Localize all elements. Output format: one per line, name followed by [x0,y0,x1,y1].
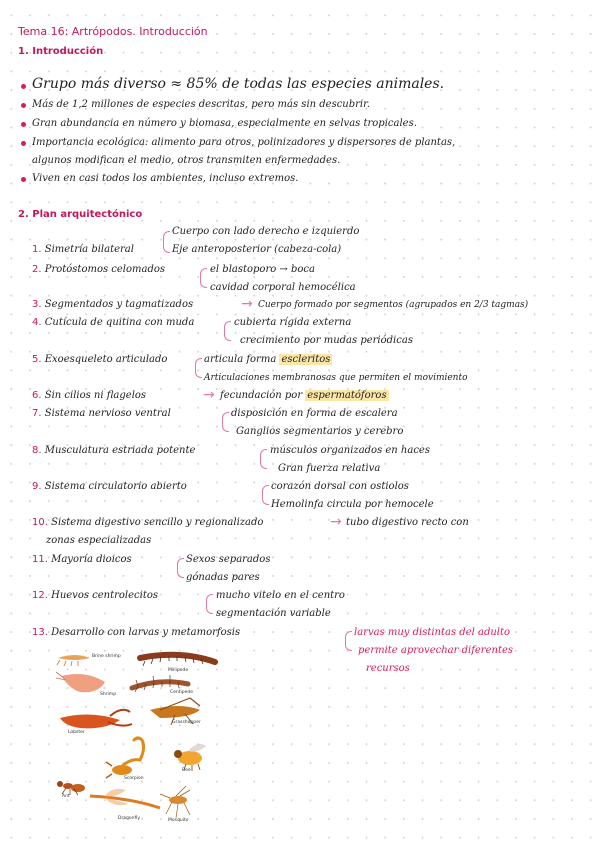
section-heading-introduccion: 1. Introducción [18,46,104,57]
item1-detail-b: Eje anteroposterior (cabeza-cola) [172,244,342,255]
figure-label: Dragonfly [118,816,141,821]
item11-detail-a: Sexos separados [186,554,271,565]
bracket [163,231,170,253]
figure-label: Lobster [68,730,85,735]
bullet-dot [21,177,26,182]
item1-label: 1. Simetría bilateral [32,244,134,255]
intro-line-2: Más de 1,2 millones de especies descritas, pero más sin descubrir. [32,99,370,110]
item10-detail-a: tubo digestivo recto con [346,517,469,528]
figure-label: Grasshopper [172,720,201,725]
figure-label: Scorpion [124,776,144,781]
figure-label: Ant [62,794,70,799]
item5-detail-b: Articulaciones membranosas que permiten el movimiento [204,373,468,383]
figure-label: Millipede [168,668,189,673]
item9-detail-b: Hemolinfa circula por hemocele [271,499,434,510]
bullet-dot [21,141,26,146]
bracket [200,268,207,288]
item7-detail-b: Ganglios segmentarios y cerebro [236,426,404,437]
item8-detail-a: músculos organizados en haces [270,445,430,456]
arrow-icon: → [241,296,253,312]
item3-detail-a: Cuerpo formado por segmentos (agrupados en 2/3 tagmas) [258,300,529,310]
bracket [222,412,229,432]
bracket [260,449,267,469]
item2-detail-b: cavidad corporal hemocélica [210,282,356,293]
figure-label: Centipede [170,690,194,695]
item4-label: 4. Cutícula de quitina con muda [32,317,195,328]
bullet-dot [21,84,26,89]
item1-detail-a: Cuerpo con lado derecho e izquierdo [172,226,360,237]
section-heading-plan: 2. Plan arquitectónico [18,209,143,220]
item12-label: 12. Huevos centrolecitos [32,590,159,601]
bullet-dot [21,103,26,108]
item10-label: 10. Sistema digestivo sencillo y regionalizado [32,517,264,528]
bracket [177,558,184,578]
arrow-icon: → [203,387,215,403]
item2-label: 2. Protóstomos celomados [32,264,166,275]
bracket [345,631,352,651]
item11-label: 11. Mayoría dioicos [32,554,132,565]
item9-label: 9. Sistema circulatorio abierto [32,481,187,492]
item12-detail-b: segmentación variable [216,608,331,619]
figure-label: Bee [182,768,191,773]
arrow-icon: → [330,514,342,530]
item4-detail-b: crecimiento por mudas periódicas [240,335,413,346]
item9-detail-a: corazón dorsal con ostiolos [271,481,409,492]
item7-label: 7. Sistema nervioso ventral [32,408,171,419]
item8-detail-b: Gran fuerza relativa [278,463,381,474]
item6-detail-a: fecundación por espermatóforos [220,390,387,401]
item7-detail-a: disposición en forma de escalera [231,408,398,419]
intro-line-3: Gran abundancia en número y biomasa, especialmente en selvas tropicales. [32,118,417,129]
bullet-dot [21,122,26,127]
arthropods-drawing [50,648,218,826]
bracket [206,594,213,614]
item8-label: 8. Musculatura estriada potente [32,445,196,456]
item10-detail-b: zonas especializadas [46,535,152,546]
intro-line-5: algunos modifican el medio, otros transmiten enfermedades. [32,155,341,166]
intro-line-1: Grupo más diverso ≈ 85% de todas las especies animales. [32,76,445,92]
item12-detail-a: mucho vitelo en el centro [216,590,345,601]
item11-detail-b: gónadas pares [186,572,260,583]
item3-label: 3. Segmentados y tagmatizados [32,299,194,310]
item13-detail-c: recursos [366,663,410,674]
intro-line-6: Viven en casi todos los ambientes, incluso extremos. [32,173,299,184]
item6-label: 6. Sin cilios ni flagelos [32,390,147,401]
item2-detail-a: el blastoporo → boca [210,264,315,275]
bracket [262,485,269,505]
intro-line-4: Importancia ecológica: alimento para otros, polinizadores y dispersores de plantas, [32,137,456,148]
item13-detail-b: permite aprovechar diferentes [358,645,514,656]
figure-label: Brine shrimp [92,654,121,659]
item5-label: 5. Exoesqueleto articulado [32,354,168,365]
item13-label: 13. Desarrollo con larvas y metamorfosis [32,627,241,638]
item5-detail-a: articula forma escleritos [204,354,331,365]
arthropods-illustration [50,648,218,826]
figure-label: Shrimp [100,692,117,697]
bracket [224,321,231,341]
page-title: Tema 16: Artrópodos. Introducción [18,25,208,38]
bracket [195,358,202,378]
item13-detail-a: larvas muy distintas del adulto [354,627,511,638]
figure-label: Mosquito [168,818,189,823]
item4-detail-a: cubierta rígida externa [234,317,352,328]
